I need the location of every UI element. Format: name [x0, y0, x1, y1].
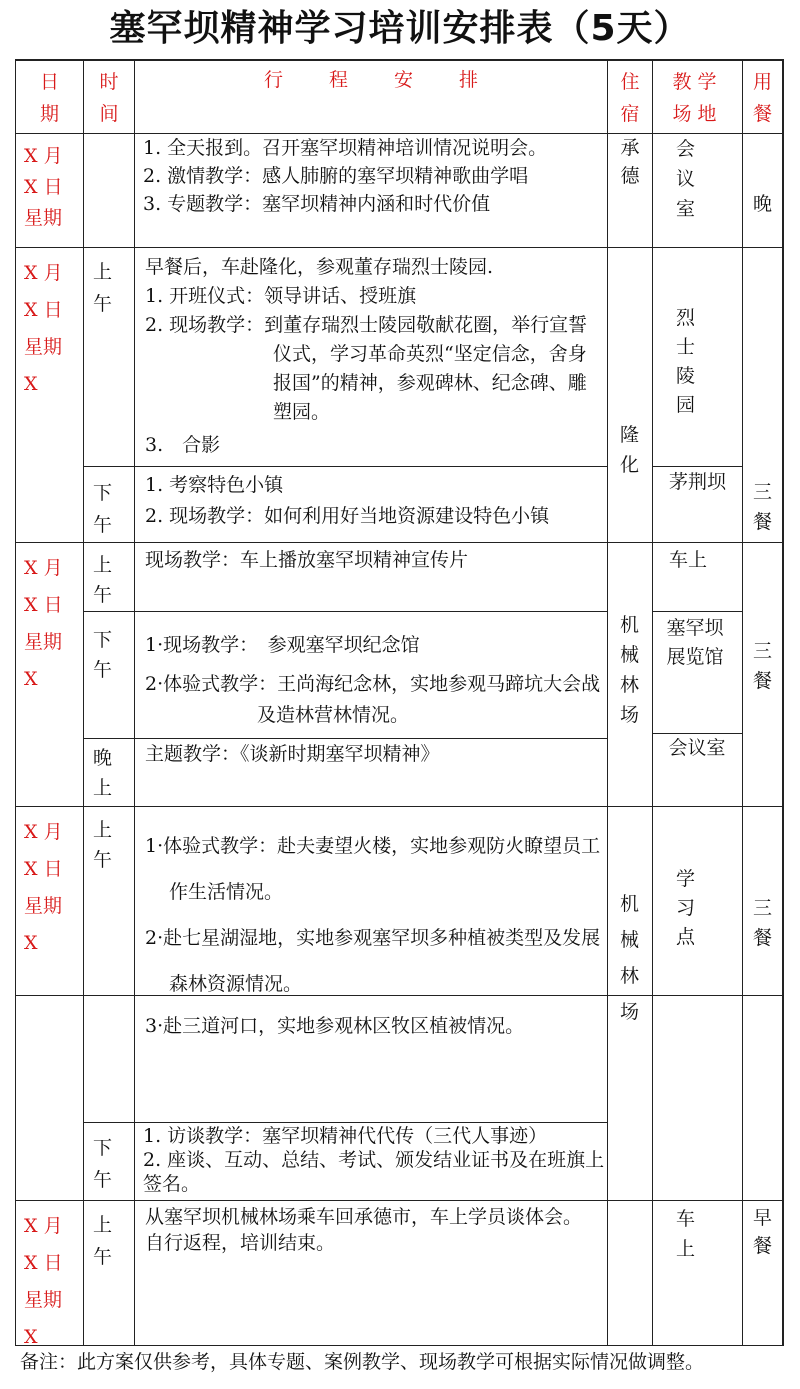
day3-date-week: 星期: [24, 631, 63, 653]
day4-lodging-1: 机: [620, 893, 640, 915]
day3-pm-item-1: 1·现场教学： 参观塞罕坝纪念馆: [145, 634, 420, 656]
day5-item-1: 从塞罕坝机械林场乘车回承德市，车上学员谈体会。: [145, 1206, 583, 1228]
day3-date-month: X 月: [24, 557, 63, 579]
day3-lodging-4: 场: [620, 704, 640, 726]
day4-pm-label: [93, 1132, 133, 1196]
day3-eve-label: [93, 743, 133, 803]
day5-am-label-2: 午: [93, 1246, 113, 1268]
day4-am-venue-2: 习: [676, 897, 696, 919]
header-venue-text: 教学场地: [672, 71, 723, 125]
day2-date: [24, 255, 82, 403]
header-meal-text: 用餐: [752, 71, 772, 125]
header-schedule: 行 程 安 排: [263, 69, 479, 91]
day2-pm-schedule: [145, 470, 605, 532]
day2-am-venue-4: 园: [676, 394, 696, 416]
day4-am-schedule: [145, 823, 605, 1007]
footnote: 备注：此方案仅供参考，具体专题、案例教学、现场教学可根据实际情况做调整。: [20, 1351, 705, 1373]
day1-lodging-text: 承德: [620, 137, 640, 187]
day2-date-x: X: [24, 373, 38, 395]
day3-am-label-1: 上: [93, 554, 113, 576]
day2-pm-item-1: 1. 考察特色小镇: [145, 474, 284, 496]
day2-am-label-2: 午: [93, 293, 113, 315]
day3-am-venue: 车上: [668, 549, 707, 571]
day1-date: [24, 141, 82, 234]
day4-lodging-4: 场: [620, 1001, 640, 1023]
header-lodging: [608, 66, 652, 130]
day4-date-month: X 月: [24, 821, 63, 843]
day1-date-month: X 月: [24, 145, 63, 167]
header-lodging-text: 住宿: [620, 71, 640, 125]
day4-meal-1: 三: [752, 897, 772, 919]
day2-am-item-0: 早餐后，车赴隆化，参观董存瑞烈士陵园.: [145, 256, 494, 278]
day2-pm-label-1: 下: [93, 482, 113, 504]
day3-pm-venue-2: 展览馆: [666, 646, 724, 668]
day3-date-x: X: [24, 668, 38, 690]
day3-lodging-1: 机: [620, 614, 640, 636]
day4-date-week: 星期: [24, 895, 63, 917]
day1-venue-2: 议: [676, 168, 696, 190]
day2-date-day: X 日: [24, 299, 63, 321]
header-time: [84, 66, 134, 130]
day2-meal: [743, 477, 782, 537]
header-date: [16, 66, 83, 130]
day3-meal-2: 餐: [752, 670, 772, 692]
day1-item-3: 3. 专题教学：塞罕坝精神内涵和时代价值: [143, 193, 491, 215]
day4-pm-item-2: 2. 座谈、互动、总结、考试、颁发结业证书及在班旗上签名。: [143, 1149, 605, 1195]
day2-am-schedule: [145, 253, 603, 460]
day4-lodging-3: 林: [620, 965, 640, 987]
day4-meal-2: 餐: [752, 927, 772, 949]
day4-am-venue-3: 点: [676, 926, 696, 948]
day2-am-item-2: 2. 现场教学：到董存瑞烈士陵园敬献花圈，举行宣誓仪式，学习革命英烈“坚定信念，舍身报国”的精神，参观碑林、纪念碑、雕塑园。: [145, 314, 588, 423]
day3-date: [24, 550, 82, 698]
day5-am-label-1: 上: [93, 1214, 113, 1236]
day4-pm-item-1: 1. 访谈教学：塞罕坝精神代代传（三代人事迹）: [143, 1125, 548, 1147]
day3-pm-label-2: 午: [93, 659, 113, 681]
day4-date: [24, 814, 82, 962]
day2-am-item-3: 3. 合影: [145, 434, 221, 456]
day5-venue: [676, 1204, 716, 1264]
day5-date-month: X 月: [24, 1215, 63, 1237]
day3-eve-schedule: 主题教学：《谈新时期塞罕坝精神》: [145, 743, 440, 765]
day2-am-venue-2: 士: [676, 336, 696, 358]
day2-am-venue-3: 陵: [676, 365, 696, 387]
day3-meal-1: 三: [752, 640, 772, 662]
header-time-text: 时间: [99, 71, 119, 125]
day2-lodging-2: 化: [620, 454, 640, 476]
day1-lodging: [608, 134, 652, 190]
day1-date-week: 星期: [24, 207, 63, 229]
day3-pm-item-2: 2·体验式教学：王尚海纪念林，实地参观马蹄坑大会战及造林营林情况。: [145, 673, 601, 726]
day3-lodging: [620, 610, 650, 730]
day3-eve-label-2: 上: [93, 777, 113, 799]
day2-am-venue-1: 烈: [676, 307, 696, 329]
day2-am-item-1: 1. 开班仪式：领导讲话、授班旗: [145, 285, 417, 307]
day4-am-label: [93, 815, 133, 875]
day3-lodging-2: 械: [620, 644, 640, 666]
day2-pm-label-2: 午: [93, 514, 113, 536]
day4-am-item-2: 2·赴七星湖湿地，实地参观塞罕坝多种植被类型及发展森林资源情况。: [145, 927, 601, 995]
day1-venue: [676, 134, 716, 224]
day3-pm-schedule: [145, 630, 605, 731]
day5-date-day: X 日: [24, 1252, 63, 1274]
day4-meal: [743, 893, 782, 953]
day1-schedule: [143, 134, 605, 218]
day4-pm-schedule: [143, 1124, 605, 1196]
day2-lodging: [620, 420, 650, 480]
day2-date-month: X 月: [24, 262, 63, 284]
day2-pm-venue: 茅荆坝: [668, 471, 726, 493]
page-title: 塞罕坝精神学习培训安排表（5天）: [109, 8, 691, 49]
day5-am-label: [93, 1209, 133, 1273]
day3-am-schedule: 现场教学：车上播放塞罕坝精神宣传片: [145, 549, 469, 571]
day5-date: [24, 1208, 82, 1356]
day3-pm-label: [93, 625, 133, 685]
day5-date-x: X: [24, 1326, 38, 1348]
day4-lodging-2: 械: [620, 929, 640, 951]
day4-am-item-1: 1·体验式教学：赴夫妻望火楼，实地参观防火瞭望员工作生活情况。: [145, 835, 601, 903]
day2-meal-2: 餐: [752, 511, 772, 533]
day4-am-venue-1: 学: [676, 868, 696, 890]
day3-am-label-2: 午: [93, 584, 113, 606]
day4-date-day: X 日: [24, 858, 63, 880]
day2-pm-item-2: 2. 现场教学：如何利用好当地资源建设特色小镇: [145, 505, 550, 527]
day4-cont-schedule: 3·赴三道河口，实地参观林区牧区植被情况。: [145, 1015, 525, 1037]
header-venue: [653, 66, 742, 130]
day3-pm-venue: [653, 614, 737, 672]
day3-pm-venue-1: 塞罕坝: [666, 617, 724, 639]
day3-date-day: X 日: [24, 594, 63, 616]
day1-item-1: 1. 全天报到。召开塞罕坝精神培训情况说明会。: [143, 137, 548, 159]
day5-venue-2: 上: [676, 1238, 696, 1260]
day1-venue-3: 室: [676, 198, 696, 220]
day5-meal: [743, 1204, 782, 1260]
day3-am-label: [93, 550, 133, 610]
day1-venue-1: 会: [676, 138, 696, 160]
day3-eve-label-1: 晚: [93, 747, 113, 769]
day5-venue-1: 车: [676, 1208, 696, 1230]
day2-meal-1: 三: [752, 481, 772, 503]
day1-meal: 晚: [752, 193, 772, 215]
day4-am-label-1: 上: [93, 819, 113, 841]
day5-date-week: 星期: [24, 1289, 63, 1311]
day2-pm-label: [93, 477, 133, 541]
day2-am-label: [93, 256, 133, 320]
day4-pm-label-2: 午: [93, 1169, 113, 1191]
day5-item-2: 自行返程，培训结束。: [145, 1232, 336, 1254]
day4-am-label-2: 午: [93, 849, 113, 871]
day3-pm-label-1: 下: [93, 629, 113, 651]
day4-am-venue: [676, 865, 716, 952]
day4-lodging: [620, 886, 650, 1030]
day2-am-venue: [676, 304, 716, 420]
header-meal: [743, 66, 782, 130]
day5-meal-2: 餐: [752, 1235, 772, 1257]
day4-pm-label-1: 下: [93, 1137, 113, 1159]
day5-schedule: [145, 1204, 603, 1256]
day1-date-day: X 日: [24, 176, 63, 198]
day2-date-week: 星期: [24, 336, 63, 358]
day3-meal: [743, 636, 782, 696]
day3-lodging-3: 林: [620, 674, 640, 696]
day4-date-x: X: [24, 932, 38, 954]
day3-eve-venue: 会议室: [668, 737, 726, 759]
day1-item-2: 2. 激情教学：感人肺腑的塞罕坝精神歌曲学唱: [143, 165, 529, 187]
header-date-text: 日期: [39, 71, 59, 125]
day5-meal-1: 早: [752, 1207, 772, 1229]
day2-lodging-1: 隆: [620, 424, 640, 446]
day2-am-label-1: 上: [93, 261, 113, 283]
